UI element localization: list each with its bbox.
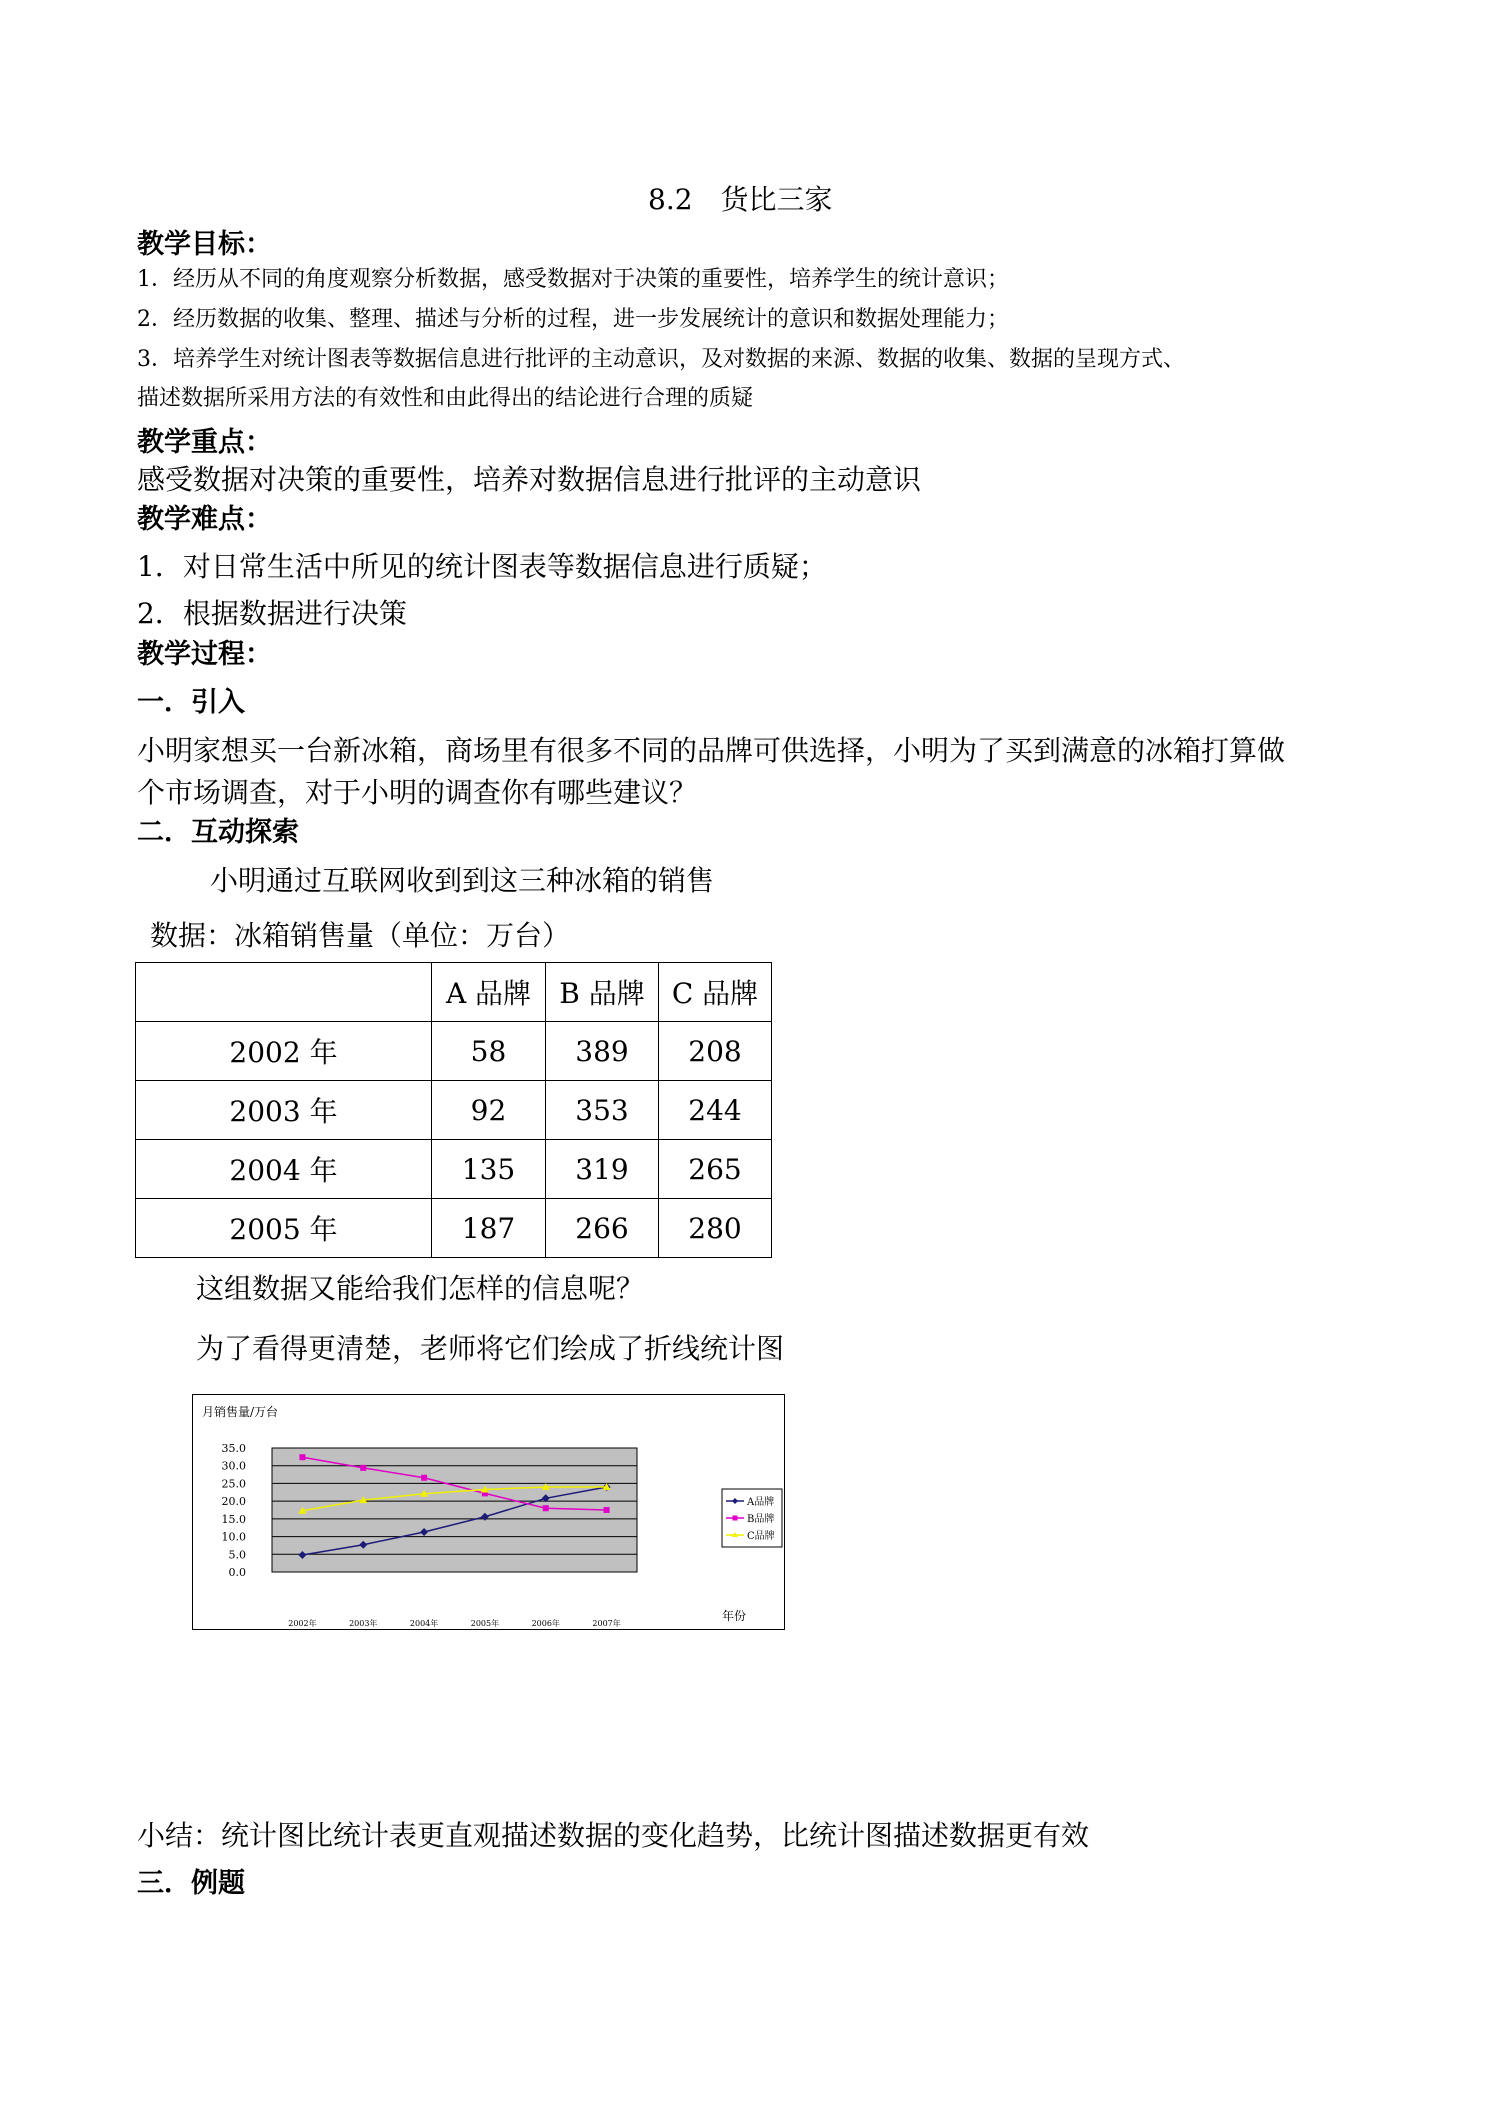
table-cell: 58 bbox=[432, 1022, 546, 1081]
table-header-row bbox=[136, 963, 772, 1022]
table-cell: 187 bbox=[432, 1199, 546, 1258]
table-cell: 208 bbox=[659, 1022, 772, 1081]
section-2-heading: 二．互动探索 bbox=[137, 817, 299, 848]
table-row bbox=[136, 1022, 772, 1081]
table-cell: 135 bbox=[432, 1140, 546, 1199]
difficulties-heading: 教学难点： bbox=[137, 504, 272, 535]
table-cell: 319 bbox=[546, 1140, 659, 1199]
intro-line-1: 小明家想买一台新冰箱，商场里有很多不同的品牌可供选择，小明为了买到满意的冰箱打算做 bbox=[137, 734, 1286, 767]
y-tick-label: 25.0 bbox=[221, 1477, 246, 1491]
goal-1: 1．经历从不同的角度观察分析数据，感受数据对于决策的重要性，培养学生的统计意识； bbox=[137, 267, 1010, 292]
table-header-cell: A 品牌 bbox=[432, 963, 546, 1022]
table-cell: 266 bbox=[546, 1199, 659, 1258]
data-point bbox=[299, 1454, 305, 1460]
goals-heading: 教学目标： bbox=[137, 229, 272, 260]
sales-line-chart bbox=[192, 1394, 785, 1630]
y-tick-label: 20.0 bbox=[221, 1495, 246, 1509]
data-point bbox=[360, 1465, 366, 1471]
question-text: 这组数据又能给我们怎样的信息呢？ bbox=[196, 1272, 645, 1305]
y-axis-label: 月销售量/万台 bbox=[202, 1405, 279, 1419]
table-cell: 265 bbox=[659, 1140, 772, 1199]
y-tick-label: 30.0 bbox=[221, 1459, 246, 1473]
process-heading: 教学过程： bbox=[137, 639, 272, 670]
legend-label: A品牌 bbox=[747, 1497, 775, 1508]
table-header-cell bbox=[136, 963, 432, 1022]
goal-2: 2．经历数据的收集、整理、描述与分析的过程，进一步发展统计的意识和数据处理能力； bbox=[137, 307, 1010, 332]
data-point bbox=[421, 1475, 427, 1481]
y-tick-label: 0.0 bbox=[228, 1566, 246, 1579]
goal-3-line-1: 3．培养学生对统计图表等数据信息进行批评的主动意识，及对数据的来源、数据的收集、数据的呈现方式、 bbox=[137, 347, 1186, 372]
table-cell: 92 bbox=[432, 1081, 546, 1140]
legend-marker bbox=[733, 1516, 738, 1521]
table-row bbox=[136, 1140, 772, 1199]
difficulty-1: 1．对日常生活中所见的统计图表等数据信息进行质疑； bbox=[137, 550, 827, 583]
x-tick-label: 2005年 bbox=[470, 1619, 500, 1628]
key-points-heading: 教学重点： bbox=[137, 427, 272, 458]
chart-intro-text: 为了看得更清楚，老师将它们绘成了折线统计图 bbox=[196, 1332, 785, 1365]
explore-line-2: 数据：冰箱销售量（单位：万台） bbox=[150, 919, 571, 952]
section-3-heading: 三．例题 bbox=[137, 1868, 245, 1899]
table-cell: 2004 年 bbox=[136, 1140, 432, 1199]
explore-line-1: 小明通过互联网收到到这三种冰箱的销售 bbox=[210, 864, 715, 897]
table-cell: 2005 年 bbox=[136, 1199, 432, 1258]
difficulty-2: 2．根据数据进行决策 bbox=[137, 597, 407, 630]
key-points-text: 感受数据对决策的重要性，培养对数据信息进行批评的主动意识 bbox=[137, 463, 922, 496]
table-cell: 2003 年 bbox=[136, 1081, 432, 1140]
table-cell: 389 bbox=[546, 1022, 659, 1081]
table-cell: 353 bbox=[546, 1081, 659, 1140]
table-cell: 2002 年 bbox=[136, 1022, 432, 1081]
page-title: 8.2 货比三家 bbox=[648, 183, 833, 216]
y-tick-label: 10.0 bbox=[221, 1530, 246, 1544]
x-axis-label: 年份 bbox=[722, 1609, 747, 1623]
x-tick-label: 2004年 bbox=[409, 1619, 439, 1628]
x-tick-label: 2003年 bbox=[349, 1619, 378, 1628]
intro-line-2: 个市场调查，对于小明的调查你有哪些建议？ bbox=[137, 776, 698, 809]
table-cell: 280 bbox=[659, 1199, 772, 1258]
y-tick-label: 15.0 bbox=[221, 1512, 246, 1526]
y-tick-label: 5.0 bbox=[228, 1548, 246, 1562]
data-point bbox=[604, 1507, 610, 1513]
data-point bbox=[543, 1505, 549, 1511]
sales-table bbox=[135, 962, 772, 1258]
table-header-cell: B 品牌 bbox=[546, 963, 659, 1022]
legend-label: B品牌 bbox=[747, 1514, 775, 1525]
x-tick-label: 2007年 bbox=[592, 1619, 621, 1628]
table-header-cell: C 品牌 bbox=[659, 963, 772, 1022]
y-tick-label: 35.0 bbox=[221, 1442, 246, 1455]
legend-label: C品牌 bbox=[747, 1531, 775, 1542]
table-row bbox=[136, 1081, 772, 1140]
summary-text: 小结：统计图比统计表更直观描述数据的变化趋势，比统计图描述数据更有效 bbox=[137, 1819, 1090, 1852]
section-1-heading: 一．引入 bbox=[137, 687, 245, 718]
x-tick-label: 2002年 bbox=[288, 1619, 317, 1628]
goal-3-line-2: 描述数据所采用方法的有效性和由此得出的结论进行合理的质疑 bbox=[137, 386, 754, 411]
x-tick-label: 2006年 bbox=[531, 1619, 560, 1628]
table-cell: 244 bbox=[659, 1081, 772, 1140]
table-row bbox=[136, 1199, 772, 1258]
